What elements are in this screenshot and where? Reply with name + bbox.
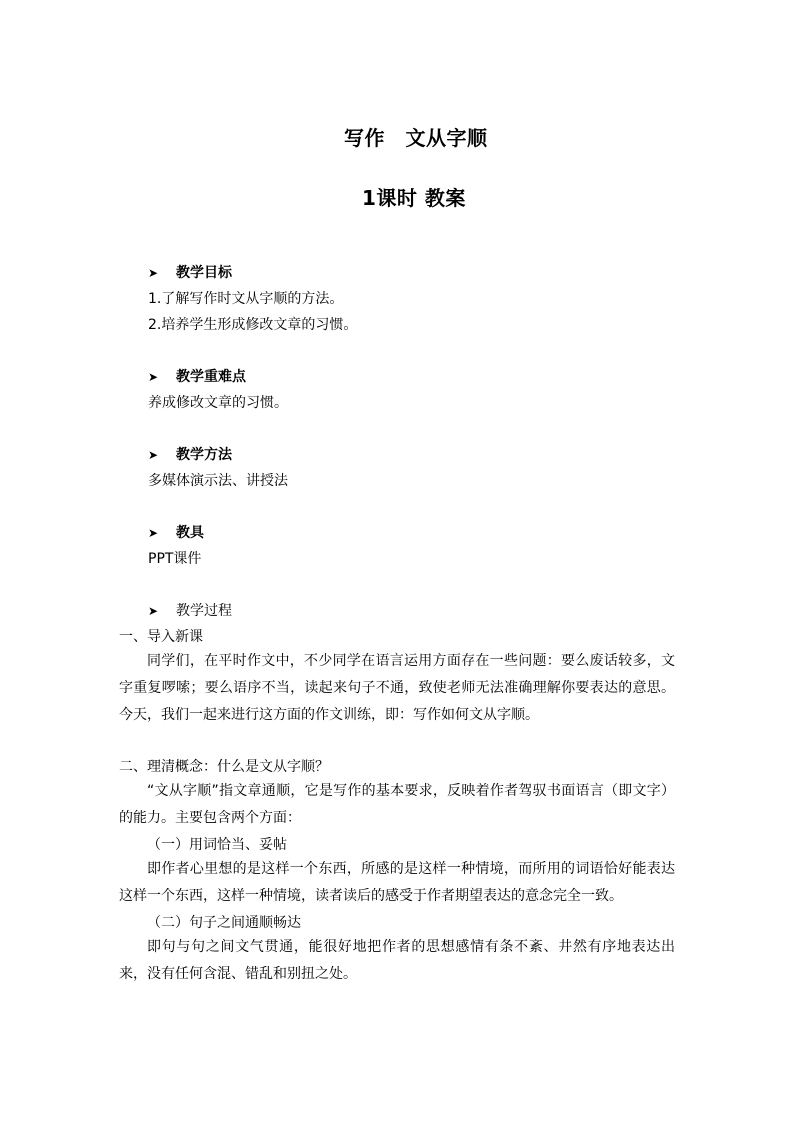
tools-text: PPT课件: [148, 551, 202, 567]
arrowhead-bullet-icon: ➤: [148, 526, 159, 540]
part2-sub1-paragraph: 即作者心里想的是这样一个东西，所感的是这样一种情境，而所用的词语恰好能表达这样一个东西，这样一种情境，读者读后的感受于作者期望表达的意念完全一致。: [119, 861, 675, 904]
arrowhead-bullet-icon: ➤: [148, 370, 159, 384]
arrowhead-bullet-icon: ➤: [148, 604, 159, 618]
section-methods-heading: ➤ 教学方法: [148, 447, 232, 463]
arrowhead-bullet-icon: ➤: [148, 266, 159, 280]
document-subtitle: 1课时 教案: [362, 186, 466, 210]
document-title: 写作 文从字顺: [344, 126, 488, 150]
objective-item-2: 2.培养学生形成修改文章的习惯。: [148, 317, 358, 333]
part2-sub1-heading: （一）用词恰当、妥帖: [147, 837, 287, 853]
key-points-text: 养成修改文章的习惯。: [148, 395, 288, 411]
section-key-points-heading: ➤ 教学重难点: [148, 369, 246, 385]
part1-paragraph: 同学们，在平时作文中，不少同学在语言运用方面存在一些问题：要么废话较多，文字重复啰嗦；要么语序不当，读起来句子不通，致使老师无法准确理解你要表达的意思。今天，我们一起来进行这方面的作文训练，即：写作如何文从字顺。: [119, 653, 675, 723]
part2-paragraph: “文从字顺”指文章通顺，它是写作的基本要求，反映着作者驾驭书面语言（即文字）的能力。主要包含两个方面：: [119, 783, 675, 826]
section-objectives-heading: ➤ 教学目标: [148, 265, 232, 281]
part2-sub2-paragraph: 即句与句之间文气贯通，能很好地把作者的思想感情有条不紊、井然有序地表达出来，没有任何含混、错乱和别扭之处。: [119, 939, 675, 982]
part2-sub2-heading: （二）句子之间通顺畅达: [147, 915, 301, 931]
section-process-heading: ➤ 教学过程: [148, 603, 232, 619]
methods-text: 多媒体演示法、讲授法: [148, 473, 288, 489]
arrowhead-bullet-icon: ➤: [148, 448, 159, 462]
part2-heading: 二、理清概念：什么是文从字顺？: [119, 759, 329, 775]
objective-item-1: 1.了解写作时文从字顺的方法。: [148, 291, 344, 307]
part1-heading: 一、导入新课: [119, 629, 203, 645]
section-tools-heading: ➤ 教具: [148, 525, 204, 541]
